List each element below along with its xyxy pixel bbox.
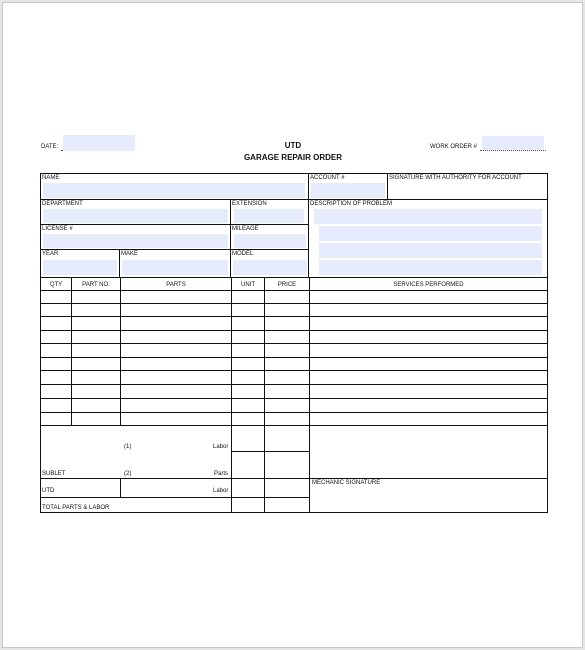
work-order-field[interactable] bbox=[482, 136, 544, 150]
sublet-label: SUBLET bbox=[42, 471, 66, 477]
table-row bbox=[40, 425, 548, 426]
table-row bbox=[40, 370, 548, 371]
form-subtitle: UTD bbox=[284, 141, 302, 150]
signature-authority-label: SIGNATURE WITH AUTHORITY FOR ACCOUNT bbox=[389, 175, 522, 181]
utd-divider bbox=[120, 478, 121, 497]
col-header-qty: QTY bbox=[49, 282, 63, 288]
year-field[interactable] bbox=[43, 260, 117, 275]
form-page bbox=[2, 2, 583, 648]
model-label: MODEL bbox=[232, 251, 254, 257]
work-order-label: WORK ORDER # bbox=[430, 144, 478, 150]
description-line-3[interactable] bbox=[319, 243, 542, 258]
col-header-part-no: PART NO. bbox=[82, 282, 110, 288]
info-row2-rule bbox=[40, 224, 309, 225]
mechanic-signature-label: MECHANIC SIGNATURE bbox=[312, 480, 381, 486]
parts-2-num: (2) bbox=[124, 471, 132, 477]
total-label: TOTAL PARTS & LABOR bbox=[42, 505, 110, 511]
name-field[interactable] bbox=[43, 183, 305, 198]
labor-3-label: Labor bbox=[213, 488, 229, 494]
description-line-2[interactable] bbox=[319, 226, 542, 241]
col-header-services: SERVICES PERFORMED bbox=[393, 282, 464, 288]
name-label: NAME bbox=[42, 175, 60, 181]
table-row bbox=[40, 303, 548, 304]
col-header-parts: PARTS bbox=[166, 282, 186, 288]
col-header-price: PRICE bbox=[277, 282, 297, 288]
form-bottom-rule bbox=[40, 512, 548, 513]
description-line-1[interactable] bbox=[314, 209, 542, 224]
account-field[interactable] bbox=[311, 183, 385, 198]
table-header-rule bbox=[40, 290, 548, 291]
col-rule-qty bbox=[71, 277, 72, 426]
labor-1-label: Labor bbox=[213, 444, 229, 450]
sublet-rule bbox=[40, 478, 548, 479]
form-title: GARAGE REPAIR ORDER bbox=[243, 153, 343, 162]
date-field[interactable] bbox=[63, 135, 135, 151]
date-label: DATE: bbox=[41, 144, 59, 150]
make-left-rule bbox=[119, 249, 120, 277]
col-rule-part-no bbox=[120, 277, 121, 426]
department-label: DEPARTMENT bbox=[42, 201, 83, 207]
table-row bbox=[40, 412, 548, 413]
extension-field[interactable] bbox=[234, 209, 304, 223]
extension-left-rule bbox=[230, 199, 231, 250]
account-right-rule bbox=[387, 173, 388, 200]
labor-1-num: (1) bbox=[124, 444, 132, 450]
utd-label: UTD bbox=[42, 488, 55, 494]
table-row bbox=[40, 357, 548, 358]
department-field[interactable] bbox=[43, 209, 228, 223]
utd-rule bbox=[40, 497, 310, 498]
make-label: MAKE bbox=[121, 251, 139, 257]
license-label: LICENSE # bbox=[42, 226, 73, 232]
table-row bbox=[40, 398, 548, 399]
account-label: ACCOUNT # bbox=[310, 175, 345, 181]
mileage-label: MILEAGE bbox=[232, 226, 259, 232]
year-label: YEAR bbox=[42, 251, 59, 257]
info-mid-rule bbox=[308, 173, 309, 277]
info-row3-rule bbox=[40, 249, 309, 250]
labor-1-rule bbox=[231, 451, 310, 452]
description-label: DESCRIPTION OF PROBLEM bbox=[310, 201, 393, 207]
info-top-rule bbox=[40, 173, 548, 174]
col-header-unit: UNIT bbox=[241, 282, 255, 288]
license-field[interactable] bbox=[43, 234, 228, 248]
work-order-underline bbox=[480, 150, 546, 151]
info-row1-rule bbox=[40, 199, 548, 200]
table-top-rule bbox=[40, 277, 548, 278]
make-field[interactable] bbox=[122, 260, 228, 275]
table-row bbox=[40, 316, 548, 317]
table-row bbox=[40, 384, 548, 385]
model-field[interactable] bbox=[233, 260, 307, 275]
model-left-rule bbox=[230, 249, 231, 277]
mileage-field[interactable] bbox=[234, 234, 306, 248]
table-row bbox=[40, 343, 548, 344]
extension-label: EXTENSION bbox=[232, 201, 267, 207]
table-row bbox=[40, 330, 548, 331]
description-line-4[interactable] bbox=[319, 260, 542, 275]
parts-2-label: Parts bbox=[214, 471, 229, 477]
